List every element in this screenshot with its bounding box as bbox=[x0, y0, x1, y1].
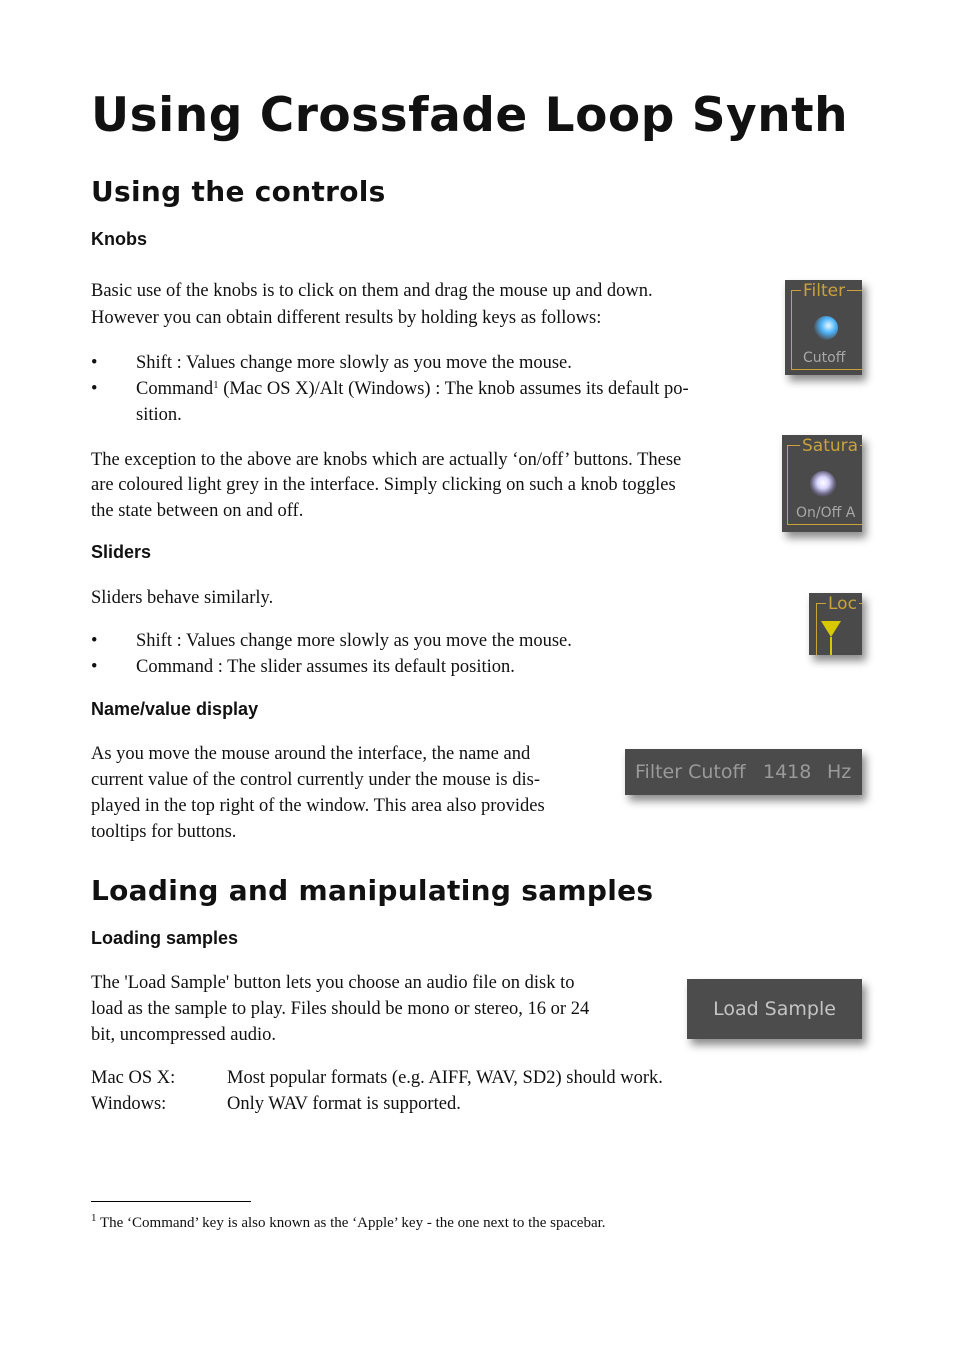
section-heading-samples: Loading and manipulating samples bbox=[91, 874, 654, 907]
bullet-text bbox=[136, 377, 689, 403]
footnote-marker: 1 bbox=[91, 1212, 97, 1224]
list-item bbox=[91, 351, 771, 377]
slider-panel-title: Loc bbox=[828, 594, 857, 614]
list-item bbox=[91, 377, 781, 429]
subheading-loading-samples: Loading samples bbox=[91, 928, 239, 948]
page-title: Using Crossfade Loop Synth bbox=[91, 88, 849, 143]
format-os-windows: Windows: bbox=[91, 1094, 167, 1114]
format-note-windows: Only WAV format is supported. bbox=[227, 1094, 461, 1114]
knobs-exception-line1: The exception to the above are knobs which are actually ‘on/off’ buttons. These bbox=[91, 450, 682, 470]
subheading-knobs: Knobs bbox=[91, 229, 147, 249]
bullet-text: Shift : Values change more slowly as you move the mouse. bbox=[136, 631, 572, 651]
display-line3: played in the top right of the window. This area also provides bbox=[91, 796, 545, 816]
bullet-text-command: Command bbox=[136, 379, 214, 399]
bullet-text: Shift : Values change more slowly as you move the mouse. bbox=[136, 353, 572, 373]
knobs-intro-line1: Basic use of the knobs is to click on them and drag the mouse up and down. bbox=[91, 281, 653, 301]
display-line4: tooltips for buttons. bbox=[91, 822, 237, 842]
knobs-intro-line2: However you can obtain different results by holding keys as follows: bbox=[91, 308, 602, 328]
loading-line3: bit, uncompressed audio. bbox=[91, 1025, 276, 1045]
saturation-knob-label: On/Off A bbox=[796, 505, 856, 521]
format-os-mac: Mac OS X: bbox=[91, 1068, 176, 1088]
sliders-intro: Sliders behave similarly. bbox=[91, 588, 274, 608]
knobs-exception-line2: are coloured light grey in the interface. Simply clicking on such a knob toggles bbox=[91, 475, 676, 495]
filter-panel-title: Filter bbox=[803, 281, 846, 301]
subheading-name-value-display: Name/value display bbox=[91, 699, 259, 719]
name-value-display bbox=[625, 749, 862, 795]
footnote-text: The ‘Command’ key is also known as the ‘Apple’ key - the one next to the spacebar. bbox=[96, 1215, 606, 1231]
footnote bbox=[91, 1212, 606, 1232]
bullet-text-rest: (Mac OS X)/Alt (Windows) : The knob assumes its default po- bbox=[218, 379, 689, 399]
filter-knob-panel[interactable] bbox=[785, 280, 862, 375]
display-line1: As you move the mouse around the interface, the name and bbox=[91, 744, 531, 764]
slider-panel[interactable] bbox=[809, 593, 862, 655]
loading-line1: The 'Load Sample' button lets you choose an audio file on disk to bbox=[91, 973, 575, 993]
toggle-knob-icon[interactable] bbox=[810, 471, 836, 497]
bullet-icon: • bbox=[91, 657, 98, 677]
display-line2: current value of the control currently under the mouse is dis- bbox=[91, 770, 540, 790]
format-note-mac: Most popular formats (e.g. AIFF, WAV, SD2) should work. bbox=[227, 1068, 663, 1088]
load-sample-button[interactable]: Load Sample bbox=[687, 979, 862, 1039]
knob-icon[interactable] bbox=[814, 316, 838, 340]
bullet-text: Command : The slider assumes its default position. bbox=[136, 657, 515, 677]
knobs-exception-line3: the state between on and off. bbox=[91, 501, 304, 521]
loading-line2: load as the sample to play. Files should be mono or stereo, 16 or 24 bbox=[91, 999, 590, 1019]
display-control-name: Filter Cutoff bbox=[635, 761, 746, 783]
display-control-unit: Hz bbox=[827, 761, 852, 783]
filter-knob-label: Cutoff bbox=[803, 350, 846, 366]
subheading-sliders: Sliders bbox=[91, 542, 152, 562]
bullet-text-continued: sition. bbox=[136, 405, 182, 425]
list-item bbox=[91, 655, 691, 681]
bullet-icon: • bbox=[91, 353, 98, 373]
bullet-icon: • bbox=[91, 631, 98, 651]
display-control-value: 1418 bbox=[763, 761, 812, 783]
saturation-knob-panel[interactable] bbox=[782, 435, 862, 532]
bullet-icon: • bbox=[91, 379, 98, 399]
slider-handle-icon[interactable] bbox=[819, 619, 843, 655]
list-item bbox=[91, 629, 691, 655]
footnote-divider bbox=[91, 1201, 251, 1202]
footnote-ref[interactable]: 1 bbox=[213, 379, 219, 391]
saturation-panel-title: Satura bbox=[802, 436, 859, 456]
section-heading-controls: Using the controls bbox=[91, 175, 386, 208]
